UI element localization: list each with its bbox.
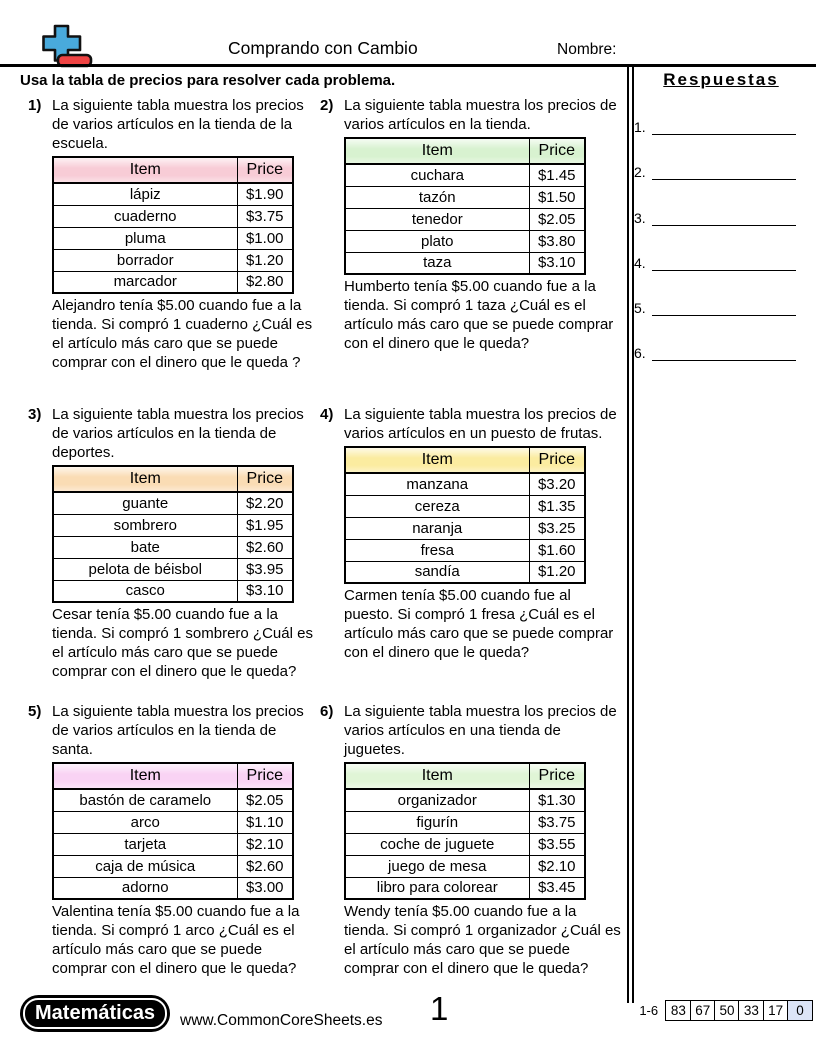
answer-slot-4: 4. bbox=[632, 226, 810, 271]
price-table bbox=[344, 137, 586, 275]
col-header-item: Item bbox=[53, 466, 237, 492]
score-bar bbox=[639, 1000, 813, 1021]
problem-number: 3) bbox=[28, 406, 42, 423]
answer-blank-line bbox=[652, 316, 796, 361]
problem-number: 1) bbox=[28, 97, 42, 114]
table-row: bastón de caramelo $2.05 bbox=[53, 789, 293, 811]
problem-intro: La siguiente tabla muestra los precios de varios artículos en la tienda de santa. bbox=[52, 703, 304, 758]
col-header-price: Price bbox=[237, 157, 293, 183]
problem-question: Carmen tenía $5.00 cuando fue al puesto. Si compró 1 fresa ¿Cuál es el artículo más caro que se puede comprar con el dinero que le queda? bbox=[344, 587, 614, 661]
table-header-row bbox=[345, 763, 585, 789]
col-header-item: Item bbox=[53, 763, 237, 789]
table-row: adorno $3.00 bbox=[53, 877, 293, 899]
table-row: tenedor $2.05 bbox=[345, 208, 585, 230]
table-row: fresa $1.60 bbox=[345, 539, 585, 561]
col-header-item: Item bbox=[53, 157, 237, 183]
table-row: casco $3.10 bbox=[53, 580, 293, 602]
problem-3 bbox=[28, 405, 314, 681]
col-header-price: Price bbox=[529, 763, 585, 789]
price-table bbox=[344, 762, 586, 900]
col-header-price: Price bbox=[529, 138, 585, 164]
problem-intro: La siguiente tabla muestra los precios de varios artículos en la tienda. bbox=[344, 97, 617, 133]
col-header-item: Item bbox=[345, 138, 529, 164]
problem-5 bbox=[28, 702, 314, 978]
answer-blank-line bbox=[652, 90, 796, 135]
table-row: organizador $1.30 bbox=[345, 789, 585, 811]
table-row: coche de juguete $3.55 bbox=[345, 833, 585, 855]
problem-intro: La siguiente tabla muestra los precios de varios artículos en un puesto de frutas. bbox=[344, 406, 617, 442]
problem-question: Alejandro tenía $5.00 cuando fue a la tienda. Si compró 1 cuaderno ¿Cuál es el artículo más caro que se puede comprar con el dinero que le queda ? bbox=[52, 297, 313, 371]
col-header-price: Price bbox=[237, 763, 293, 789]
price-table bbox=[344, 446, 586, 584]
table-header-row bbox=[53, 763, 293, 789]
problem-6 bbox=[320, 702, 622, 978]
answer-slot-3: 3. bbox=[632, 180, 810, 225]
table-row: tarjeta $2.10 bbox=[53, 833, 293, 855]
table-row: naranja $3.25 bbox=[345, 517, 585, 539]
answer-slot-6: 6. bbox=[632, 316, 810, 361]
table-header-row bbox=[345, 447, 585, 473]
table-row: caja de música $2.60 bbox=[53, 855, 293, 877]
table-row: lápiz $1.90 bbox=[53, 183, 293, 205]
table-row: borrador $1.20 bbox=[53, 249, 293, 271]
instruction-text: Usa la tabla de precios para resolver cada problema. bbox=[20, 72, 396, 89]
table-row: marcador $2.80 bbox=[53, 271, 293, 293]
answer-blank-line bbox=[652, 180, 796, 225]
table-row: bate $2.60 bbox=[53, 536, 293, 558]
score-cell: 50 bbox=[714, 1000, 740, 1021]
problem-number: 2) bbox=[320, 97, 334, 114]
score-cell: 17 bbox=[763, 1000, 789, 1021]
col-header-item: Item bbox=[345, 447, 529, 473]
table-row: libro para colorear $3.45 bbox=[345, 877, 585, 899]
table-row: manzana $3.20 bbox=[345, 473, 585, 495]
table-row: sandía $1.20 bbox=[345, 561, 585, 583]
table-row: pluma $1.00 bbox=[53, 227, 293, 249]
score-cell: 83 bbox=[665, 1000, 691, 1021]
score-cell: 67 bbox=[690, 1000, 716, 1021]
name-label: Nombre: bbox=[557, 41, 617, 58]
problem-number: 4) bbox=[320, 406, 334, 423]
answer-blank-line bbox=[652, 135, 796, 180]
problem-question: Wendy tenía $5.00 cuando fue a la tienda. Si compró 1 organizador ¿Cuál es el artículo más caro que se puede comprar con el dinero que le queda? bbox=[344, 903, 621, 977]
score-cell: 33 bbox=[738, 1000, 764, 1021]
table-header-row bbox=[345, 138, 585, 164]
problem-number: 6) bbox=[320, 703, 334, 720]
problem-intro: La siguiente tabla muestra los precios de varios artículos en la tienda de deportes. bbox=[52, 406, 304, 461]
col-header-price: Price bbox=[529, 447, 585, 473]
table-row: cuchara $1.45 bbox=[345, 164, 585, 186]
score-range-label: 1-6 bbox=[639, 1003, 659, 1018]
table-row: taza $3.10 bbox=[345, 252, 585, 274]
answer-blank-line bbox=[652, 271, 796, 316]
table-header-row bbox=[53, 157, 293, 183]
price-table bbox=[52, 156, 294, 294]
answers-title: Respuestas bbox=[663, 70, 779, 89]
price-table bbox=[52, 762, 294, 900]
score-cell-zero: 0 bbox=[787, 1000, 813, 1021]
brand-badge bbox=[20, 995, 170, 1032]
problem-number: 5) bbox=[28, 703, 42, 720]
page-title: Comprando con Cambio bbox=[228, 38, 418, 58]
problem-2 bbox=[320, 96, 622, 353]
table-row: cuaderno $3.75 bbox=[53, 205, 293, 227]
table-row: pelota de béisbol $3.95 bbox=[53, 558, 293, 580]
col-header-item: Item bbox=[345, 763, 529, 789]
answer-slot-1: 1. bbox=[632, 90, 810, 135]
price-table bbox=[52, 465, 294, 603]
table-row: arco $1.10 bbox=[53, 811, 293, 833]
table-header-row bbox=[53, 466, 293, 492]
table-row: sombrero $1.95 bbox=[53, 514, 293, 536]
problem-question: Cesar tenía $5.00 cuando fue a la tienda. Si compró 1 sombrero ¿Cuál es el artículo más caro que se puede comprar con el dinero que le queda? bbox=[52, 606, 313, 680]
table-row: figurín $3.75 bbox=[345, 811, 585, 833]
answers-panel bbox=[632, 70, 810, 361]
answer-slot-2: 2. bbox=[632, 135, 810, 180]
table-row: tazón $1.50 bbox=[345, 186, 585, 208]
answer-blank-line bbox=[652, 226, 796, 271]
page-number: 1 bbox=[430, 990, 449, 1027]
col-header-price: Price bbox=[237, 466, 293, 492]
answer-slot-5: 5. bbox=[632, 271, 810, 316]
problem-question: Humberto tenía $5.00 cuando fue a la tienda. Si compró 1 taza ¿Cuál es el artículo más caro que se puede comprar con el dinero que le queda? bbox=[344, 278, 614, 352]
problem-4 bbox=[320, 405, 622, 662]
header-rule bbox=[0, 64, 816, 67]
brand-name: Matemáticas bbox=[23, 998, 167, 1029]
table-row: juego de mesa $2.10 bbox=[345, 855, 585, 877]
problem-intro: La siguiente tabla muestra los precios de varios artículos en la tienda de la escuela. bbox=[52, 97, 304, 152]
website-url: www.CommonCoreSheets.es bbox=[180, 1012, 383, 1029]
table-row: guante $2.20 bbox=[53, 492, 293, 514]
table-row: cereza $1.35 bbox=[345, 495, 585, 517]
problem-intro: La siguiente tabla muestra los precios de varios artículos en una tienda de juguetes. bbox=[344, 703, 617, 758]
table-row: plato $3.80 bbox=[345, 230, 585, 252]
problem-1 bbox=[28, 96, 314, 372]
problem-question: Valentina tenía $5.00 cuando fue a la tienda. Si compró 1 arco ¿Cuál es el artículo más caro que se puede comprar con el dinero que le queda? bbox=[52, 903, 300, 977]
